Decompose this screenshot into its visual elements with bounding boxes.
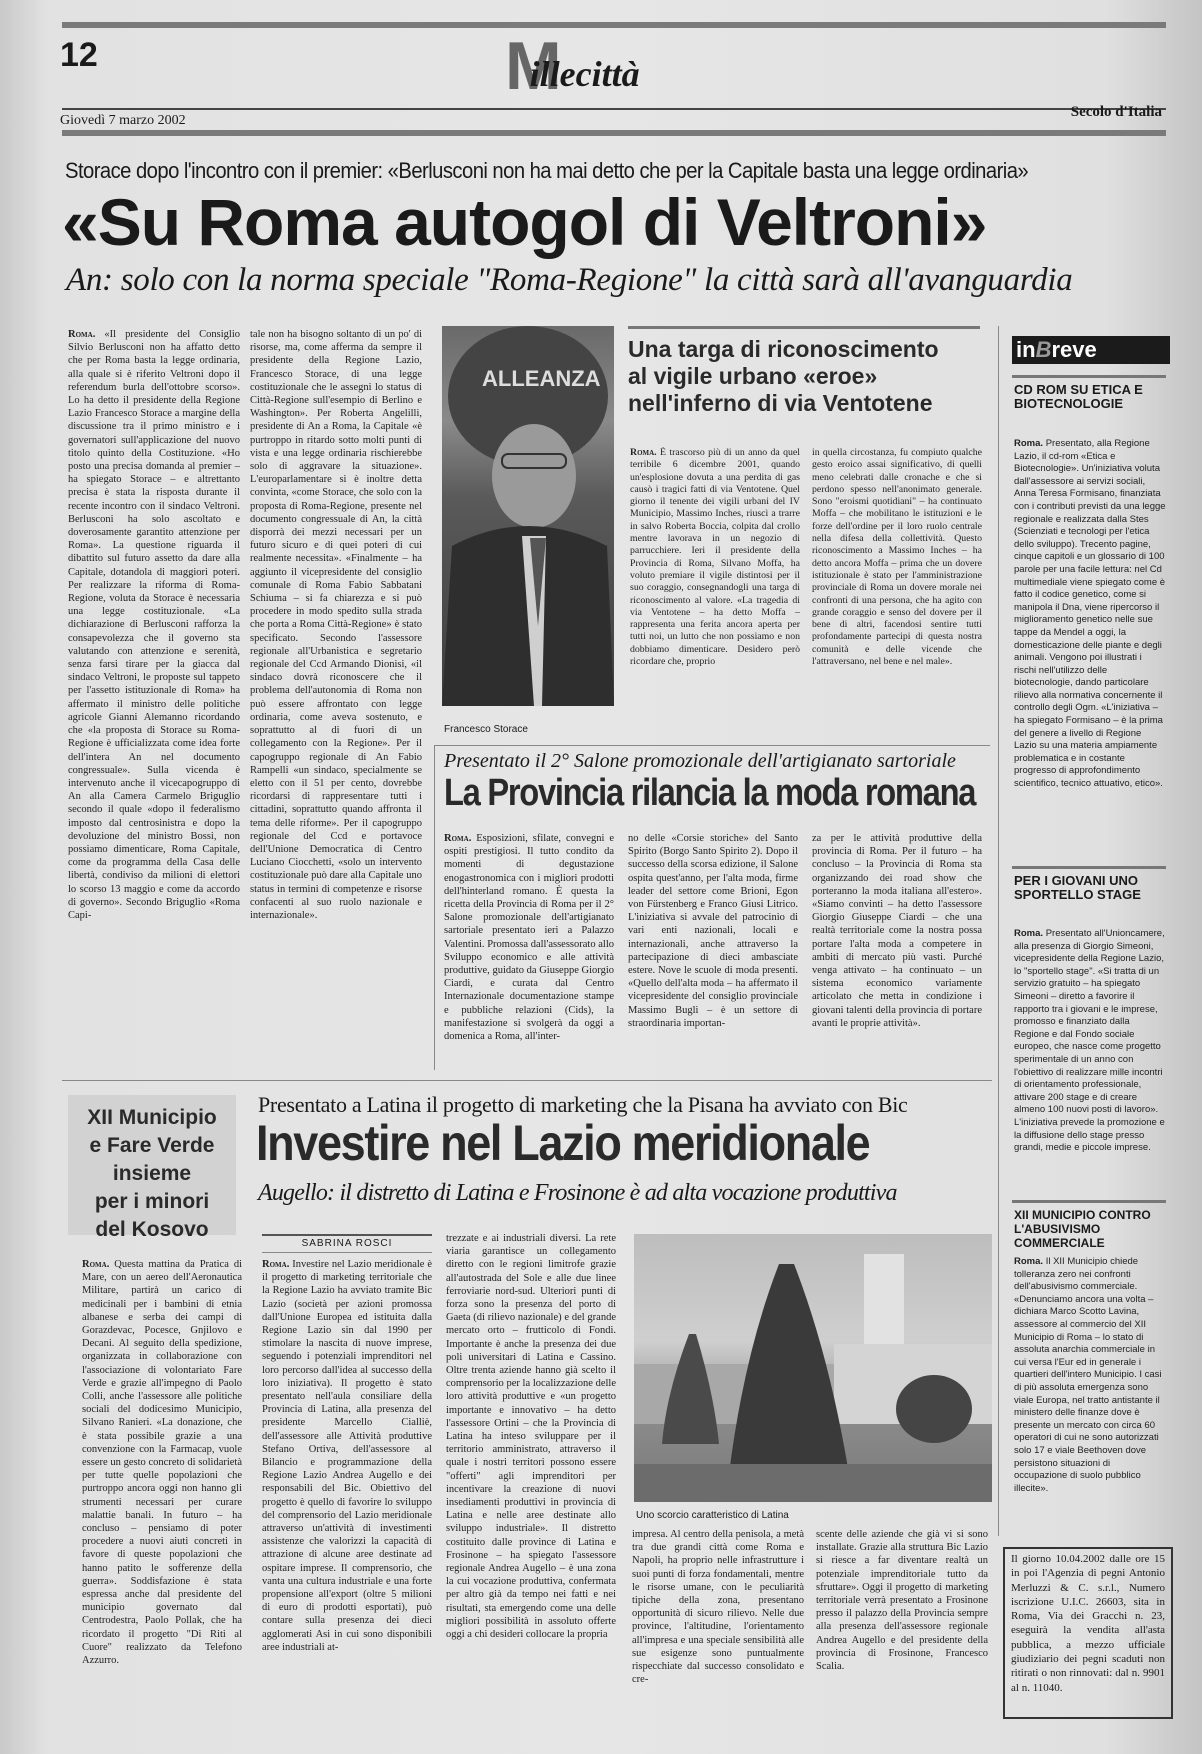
brief-3-rule	[1012, 1200, 1166, 1203]
lazio-col2-text: trezzate e ai industriali diversi. La rete viaria garantisce un collegamento diretto con le regioni limitrofe grazie all'autostrada del Sole e alle due linee ferroviarie nord-sud. Ulteriori punti di forza sono la presenza del porto di Gaeta (di rilievo nazionale) e del grande mercato orto – frutticolo di Fondi. Importante è anche la presenza dei due poli universitari di Latina e Cassino. Oltre trenta aziende hanno già scelto il comprensorio per la localizzazione delle loro attività produttive e «un progetto importante e innovativo – ha detto l'assessore Ortini – che la Provincia di Latina ha inteso sviluppare per il territorio amministrato, attraverso il quale i nostri territori possono essere "offerti" agli imprenditori per incentivare la creazione di nuovi insediamenti produttivi in provincia di Latina e nelle aree destinate allo sviluppo industriale». Il distretto costituito dalle province di Latina e Frosinone – ha spiegato l'assessore regionale Andrea Augello – è una zona la cui vocazione produttiva, confermata per altro già da tempo nei fatti e nei risultati, sta emergendo come una delle migliori possibilità in assoluto offerte oggi a chi desideri collocare la propria	[446, 1233, 616, 1641]
masthead-rest: illecittà	[529, 54, 640, 94]
lead-kicker: Storace dopo l'incontro con il premier: «Berlusconi non ha mai detto che per la Capitale basta una legge ordinaria»	[65, 158, 1029, 183]
kosovo-headline-line-1: XII Municipio	[87, 1106, 217, 1129]
vigile-col2-text: in quella circostanza, fu compiuto qualche gesto eroico assai significativo, di quelli meno celebrati dalle cronache e che si perdono spesso nell'anonimato generale. Sono "eroismi quotidiani" – ha continuato Moffa – che mobilitano le istituzioni e le forze dell'ordine per il loro ruolo centrale nella difesa della collettività. Questo riconoscimento a Massimo Inches – ha detto ancora Moffa – prima che un dovere istituzionale è stato per l'amministrazione provinciale di Roma un dovere morale nei confronti di una persona, che ha agito con grande coraggio e senso del dovere per il bene di altri, facendosi sentire tutti profondamente partecipi di questa nostra comunità e delle vicende che l'attraversano, nel bene e nel male».	[812, 447, 982, 668]
section-divider	[62, 1080, 992, 1081]
kosovo-headline	[68, 1104, 236, 1244]
moda-kicker: Presentato il 2° Salone promozionale dell'artigianato sartoriale	[444, 750, 956, 772]
latina-garden-graphic	[634, 1234, 992, 1502]
brief-3-body	[1014, 1256, 1166, 1532]
section-masthead	[505, 28, 640, 104]
photo-banner-text: ALLEANZA	[482, 366, 601, 391]
moda-col3-text: za per le attività produttive della provincia di Roma. Per il futuro – ha concluso – la Provincia di Roma sta organizzando dei road show che porteranno la moda italiana all'estero». «Siamo convinti – ha detto l'assessore Giorgio Giuseppe Ciardi – che una realtà territoriale come la nostra possa portare l'alta moda a competere in ambiti di mercato più vasti. Purché venga attivato – ha continuato – un sistema economico variamente articolato che metta in condizione i giovani talenti della provincia di portare avanti le proprie attività».	[812, 833, 982, 1029]
dateline-roma: Roma.	[1014, 1256, 1044, 1267]
top-rule	[62, 22, 1166, 28]
brief-1-rule	[1012, 375, 1166, 378]
dateline-roma: Roma.	[1014, 438, 1044, 449]
legal-notice-box	[1003, 1547, 1173, 1719]
in-breve-logo-in: in	[1016, 337, 1036, 362]
page-number: 12	[60, 36, 98, 74]
brief-2-rule	[1012, 866, 1166, 869]
kosovo-column	[82, 1258, 242, 1713]
storace-photo	[442, 326, 614, 706]
brief-2-text: Presentato all'Unioncamere, alla presenza di Giorgio Simeoni, vicepresidente della Regione Lazio, lo "sportello stage". «Si tratta di un servizio gratuito – ha spiegato Simeoni – diretto a favorire il rapporto tra i giovani e le imprese, promosso e finanziato dalla Regione e dal Fondo sociale europeo, che nasce come progetto sperimentale di un anno con l'obiettivo di realizzare mille incontri di orientamento professionale, attivare 200 stage e di creare almeno 100 nuovi posti di lavoro». L'iniziativa prevede la promozione e la diffusione dello stage presso grandi, medie e piccole imprese.	[1014, 928, 1165, 1154]
vigile-headline-line-3: nell'inferno di via Ventotene	[628, 390, 933, 416]
vigile-top-rule	[628, 326, 980, 329]
vigile-headline	[628, 336, 939, 417]
in-breve-logo	[1012, 336, 1170, 364]
moda-headline: La Provincia rilancia la moda romana	[444, 772, 976, 814]
lazio-headline: Investire nel Lazio meridionale	[256, 1115, 870, 1171]
brief-2-body	[1014, 928, 1166, 1190]
kosovo-text: Questa mattina da Pratica di Mare, con un aereo dell'Aeronautica Militare, partirà un carico di medicinali per i bambini di etnia albanese e serba dei campi di Gorazdevac, Pocesce, Gnjilovo e Decani. Al seguito della spedizione, organizzata in collaborazione con l'associazione di volontariato Fare Verde e grazie all'impegno di Paolo Colli, anche l'assessore alle politiche sociali del dodicesimo Municipio, Silvano Ranieri. «La donazione, che è stata possibile grazie a una convenzione con la Farmacap, vuole essere un gesto concreto di solidarietà per tutte quelle popolazioni che purtroppo ancora oggi non hanno gli strumenti necessari per curare malattie banali. In futuro – ha concluso – pensiamo di poter procedere a nuovi aiuti concreti in favore di queste popolazioni che hanno patito le sofferenze della guerra». Soddisfazione è stata espressa anche dal presidente del municipio governato dal Centrodestra, Paolo Pollak, che ha ricordato il progetto "Di Riti al Cuore" realizzato da Telefono Azzurro.	[82, 1259, 242, 1667]
byline-rule	[262, 1234, 432, 1236]
moda-col2-text: no delle «Corsie storiche» del Santo Spirito (Borgo Santo Spirito 2). Dopo il successo della scorsa edizione, il Salone ospita quest'anno, per l'alta moda, firme leader del settore come Brioni, Egon von Fürstenberg e Franco Giusi Litrico. L'iniziativa si avvale del patrocinio di vari enti nazionali, locali e internazionali, anche attraverso la partecipazione di dieci ambasciate estere. Nove le scuole di moda presenti. «Quello dell'alta moda – ha affermato il vicepresidente del consiglio provinciale Massimo Bugli – è un settore di straordinaria importan-	[628, 833, 798, 1029]
in-breve-logo-b: B	[1035, 337, 1052, 362]
vigile-headline-line-1: Una targa di riconoscimento	[628, 336, 939, 362]
vigile-col1-text: È trascorso più di un anno da quel terribile 6 dicembre 2001, quando un'esplosione dovuta a una perdita di gas causò i tragici fatti di via Ventotene. Quel giorno il tenente dei vigili urbani del IV Municipio, Massimo Inches, riuscì a trarre in salvo Roberta Boccia, colpita dal crollo mentre lavorava in un negozio di parrucchiere. Ieri il presidente della Provincia di Roma, Silvano Moffa, ha voluto premiare il vigile distintosi per il suo coraggio, consegnandogli una targa di riconoscimento al valore. «La tragedia di via Ventotene – ha detto Moffa – rappresenta una ferita ancora aperta per tutti noi, un lutto che non possiamo e non dobbiamo dimenticare. Desidero però ricordare che, proprio	[630, 447, 800, 668]
dateline-roma: Roma.	[444, 833, 472, 844]
brief-1-title: CD ROM SU ETICA E BIOTECNOLOGIE	[1014, 382, 1143, 411]
vigile-headline-line-2: al vigile urbano «eroe»	[628, 363, 878, 389]
lazio-deck: Augello: il distretto di Latina e Frosinone è ad alta vocazione produttiva	[258, 1180, 897, 1206]
header-bottom-rule	[62, 130, 1166, 136]
moda-left-rule	[434, 745, 435, 1070]
lazio-column-1	[262, 1258, 432, 1718]
kosovo-headline-line-3: insieme	[112, 1162, 192, 1185]
masthead-initial: M	[505, 28, 560, 104]
lead-col2-text: tale non ha bisogno soltanto di un po' di risorse, ma, come afferma da sempre il presidente della Regione Lazio, Francesco Storace, di una legge costituzionale che le assegni lo status di Città-Regione sull'esempio di Berlino e Washington». Per Roberta Angelilli, presidente di An a Roma, la Capitale «è purtroppo in ritardo sotto molti punti di vista e una legge ordinaria rischierebbe solo di aggravare la situazione». L'europarlamentare si è inoltre detta convinta, «come Storace, che solo con la proposta di Roma-Regione, presente nel documento congressuale di An, la città disporrà dei mezzi necessari per un futuro sicuro e di quei poteri di cui realmente necessita». «Finalmente – ha aggiunto il vicepresidente del consiglio comunale di Roma Fabio Sabbatani Schiuma – si fa chiarezza e si può procedere in modo spedito sulla strada che porta a Roma Città-Regione» è stato specificato. Secondo l'assessore regionale all'Urbanistica e segretario regionale del Ccd Armando Dionisi, «il sindaco dovrà riconoscere che il problema dell'autonomia di Roma non può essere affrontato con legge ordinaria, come aveva sostenuto, e soprattutto al di fuori di un collegamento con la Regione». Per il capogruppo regionale di An Fabio Rampelli «un sindaco, specialmente se eletto con il 51 per cento, dovrebbe ricordarsi di rappresentare tutti i cittadini, soprattutto quando affronta il tema delle riforme». Per il capogruppo regionale del Ccd e portavoce dell'Unione Democratica di Centro Luciano Ciocchetti, «solo un intervento costituzionale può dare alla Capitale uno status in termini di competenze e risorse confacenti al suo ruolo nazionale e internazionale».	[250, 329, 422, 921]
kosovo-headline-line-5: del Kosovo	[95, 1218, 209, 1241]
issue-date: Giovedì 7 marzo 2002	[60, 113, 186, 128]
dateline-roma: Roma.	[630, 447, 657, 458]
kosovo-headline-line-2: e Fare Verde	[89, 1134, 215, 1157]
lazio-column-3	[632, 1528, 804, 1718]
moda-column-2	[628, 832, 798, 1068]
storace-portrait-graphic	[442, 326, 614, 706]
vigile-column-1	[630, 447, 800, 717]
lead-column-1	[68, 328, 240, 1070]
brief-3-title: XII MUNICIPIO CONTRO L'ABUSIVISMO COMMERCIALE	[1014, 1208, 1151, 1250]
kosovo-headline-line-4: per i minori	[94, 1190, 210, 1213]
brief-2-title: PER I GIOVANI UNO SPORTELLO STAGE	[1014, 873, 1141, 902]
brief-1-body	[1014, 438, 1166, 850]
lazio-byline: SABRINA ROSCI	[301, 1238, 393, 1249]
moda-column-1	[444, 832, 614, 1068]
paper-name: Secolo d'Italia	[1070, 104, 1162, 120]
legal-notice-text: Il giorno 10.04.2002 dalle ore 15 in poi l'Agenzia di pegni Antonio Merluzzi & C. s.r.l., Numero iscrizione U.I.C. 26603, sita in Roma, Via dei Gracchi n. 23, eseguirà la vendita all'asta pubblica, a mezzo ufficiale giudiziario dei pegni scaduti non ritirati o non rinnovati: dal n. 9901 al n. 11040.	[1011, 1553, 1165, 1694]
lead-deck: An: solo con la norma speciale "Roma-Regione" la città sarà all'avanguardia	[66, 262, 1073, 298]
moda-top-rule	[434, 745, 990, 746]
byline-rule-bottom	[262, 1252, 432, 1253]
moda-column-3	[812, 832, 982, 1068]
dateline-roma: Roma.	[68, 329, 96, 340]
vigile-column-2	[812, 447, 982, 717]
dateline-roma: Roma.	[262, 1259, 290, 1270]
sidebar-rule	[998, 326, 999, 1536]
dateline-roma: Roma.	[82, 1259, 110, 1270]
header-rule	[62, 108, 1166, 110]
brief-1-text: Presentato, alla Regione Lazio, il cd-rom «Etica e Biotecnologie». Un'iniziativa voluta dall'assessore ai servizi sociali, Anna Teresa Formisano, finanziata con i contributi previsti da una legge regionale e realizzata dalla Stes (Scienziati e tecnologi per l'etica dello sviluppo). Trecento pagine, cinque capitoli e un glossario di 100 parole per una facile lettura: nel Cd multimediale viene spiegato come è fatto il codice genetico, come si manipola il Dna, viene ripercorso il miglioramento genetico nelle sue tappe da Mendel a oggi, la domesticazione delle piante e degli animali. Vengono poi illustrati i rischi nell'utilizzo delle biotecnologie, dando particolare rilievo alla normativa concernente il controllo degli Ogm. «L'iniziativa – ha spiegato Formisano – è la prima del genere a livello di Regione Lazio su una materia ampiamente problematica e in costante progresso di approfondimento scientifico, tecnico attuativo, etico».	[1014, 438, 1166, 790]
latina-caption: Uno scorcio caratteristico di Latina	[636, 1510, 789, 1521]
lazio-column-4	[816, 1528, 988, 1718]
latina-photo	[634, 1234, 992, 1502]
dateline-roma: Roma.	[1014, 928, 1044, 939]
moda-col1-text: Esposizioni, sfilate, convegni e ospiti prestigiosi. Il tutto condito da momenti di degustazione enogastronomica con i migliori prodotti dell'hinterland romano. È questa la ricetta della Provincia di Roma per il 2° Salone promozionale dell'artigianato sartoriale presentato ieri a Palazzo Valentini. Promossa dall'assessorato allo Sviluppo economico e alle attività produttive, guidato da Giuseppe Giorgio Ciardi, e curata dal Centro Internazionale documentazione stampe e pubbliche relazioni (Cids), la manifestazione si svolgerà da oggi a domenica a Roma, all'inter-	[444, 833, 614, 1043]
lazio-col4-text: scente delle aziende che già vi si sono installate. Grazie alla struttura Bic Lazio si riesce a far diventare realtà un potenziale imprenditoriale tutto da sfruttare». Oggi il progetto di marketing territoriale verrà presentato a Frosinone presso il palazzo della Provincia sempre alla presenza dell'assessore regionale Andrea Augello e del presidente della provincia di Frosinone, Francesco Scalia.	[816, 1529, 988, 1673]
in-breve-logo-rest: reve	[1051, 337, 1097, 362]
lead-col1-text: «Il presidente del Consiglio Silvio Berlusconi non ha affatto detto che per Roma basta la legge ordinaria, alla quale si è riferito Veltroni dopo il referendum burla dell'ottobre scorso». Lo ha detto il presidente della Regione Lazio Francesco Storace a margine della discussione tra il primo ministro e i governatori sull'applicazione del nuovo titolo quinto della Costituzione. «Ho posto una precisa domanda al premier – ha spiegato Storace – e altrettanto precisa è stata la risposta durante il recente incontro con il sindaco Veltroni. Berlusconi ha solo ascoltato e doverosamente garantito attenzione per Roma». La questione riguarda il dibattito sul futuro assetto da dare alla Capitale, dotandola di maggiori poteri. Per realizzare la riforma di Roma-Regione, voluta da Storace è necessaria una legge costituzionale. «La dichiarazione di Berlusconi rafforza la consapevolezza che il governo sta valutando con attenzione e serenità, senza farsi tirare per la giacca dal sindaco Veltroni, le proposte sul tappeto per l'assetto istituzionale di Roma» ha affermato il ministro delle politiche agricole Gianni Alemanno ricordando che «la proposta di Storace su Roma-Regione è ufficializzata come idea forte dell'intera An nel documento congressuale». Sulla vicenda è intervenuto anche il vicecapogruppo di An alla Camera Carmelo Briguglio secondo il quale «dopo il federalismo imposto dal centrosinistra e dopo la devoluzione del ministro Bossi, non possiamo dimenticare, Roma Capitale, come da programma della Casa delle libertà, condiviso da milioni di elettori lo scorso 13 maggio e come da accordo di governo». Secondo Briguglio «Roma Capi-	[68, 329, 240, 921]
lazio-column-2	[446, 1232, 616, 1718]
lazio-col1-text: Investire nel Lazio meridionale è il progetto di marketing territoriale che la Regione Lazio ha avviato tramite Bic Lazio (società per azioni promossa dall'Unione Europea ed istituita dalla Regione Lazio sin dal 1990 per stimolare la nascita di nuove imprese, seguendo i potenziali imprenditori nel loro percorso dall'idea al successo della loro iniziativa). Il progetto è stato presentato nell'aula consiliare della Provincia di Latina, alla presenza del presidente Marcello Cialliè, dell'assessore alle Attività produttive Stefano Ortiva, dell'assessore al Bilancio e programmazione della Regione Lazio Andrea Augello e dei responsabili del Bic. Obiettivo del progetto è quello di favorire lo sviluppo del comprensorio del Lazio meridionale attraverso un'attività di investimenti assistenze che valorizzi la capacità di attrazione di alcune aree destinate ad ospitare imprese. Il comprensorio, che vanta una cultura industriale e una forte propensione all'export (oltre 5 milioni di euro di prodotti esportati), può contare sulla presenza dei dieci agglomerati Asi in cui sono disponibili aree industriali at-	[262, 1259, 432, 1653]
lazio-col3-text: impresa. Al centro della penisola, a metà tra due grandi città come Roma e Napoli, ha proprio nelle infrastrutture i suoi punti di forza fondamentali, mentre le risorse umane, con le peculiarità tipiche della zona, presentano opportunità di sicuro rilievo. Nelle due province, l'altitudine, l'orientamento all'impresa e una speciale sensibilità alle sue esigenze sono puntualmente rispecchiate dal successo consolidato e cre-	[632, 1529, 804, 1686]
lead-headline: «Su Roma autogol di Veltroni»	[62, 185, 987, 259]
lazio-kicker: Presentato a Latina il progetto di marketing che la Pisana ha avviato con Bic	[258, 1092, 908, 1117]
lead-column-2	[250, 328, 422, 1070]
brief-3-text: Il XII Municipio chiede tolleranza zero nei confronti dell'abusivismo commerciale. «Denunciamo ancora una volta – dichiara Marco Scotto Lavina, assessore al commercio del XII Municipio di Roma – lo stato di assoluta anarchia commerciale in cui versa l'Eur ed in generale i quartieri dell'intero Municipio. I casi di più assoluta emergenza sono viale Europa, nel tratto antistante il ministero delle finanze dove è presente un mercato con circa 60 operatori di cui ne sono autorizzati solo 17 e viale Beethoven dove persistono situazioni di occupazione di suolo pubblico illecite».	[1014, 1256, 1162, 1494]
storace-caption: Francesco Storace	[444, 724, 528, 735]
